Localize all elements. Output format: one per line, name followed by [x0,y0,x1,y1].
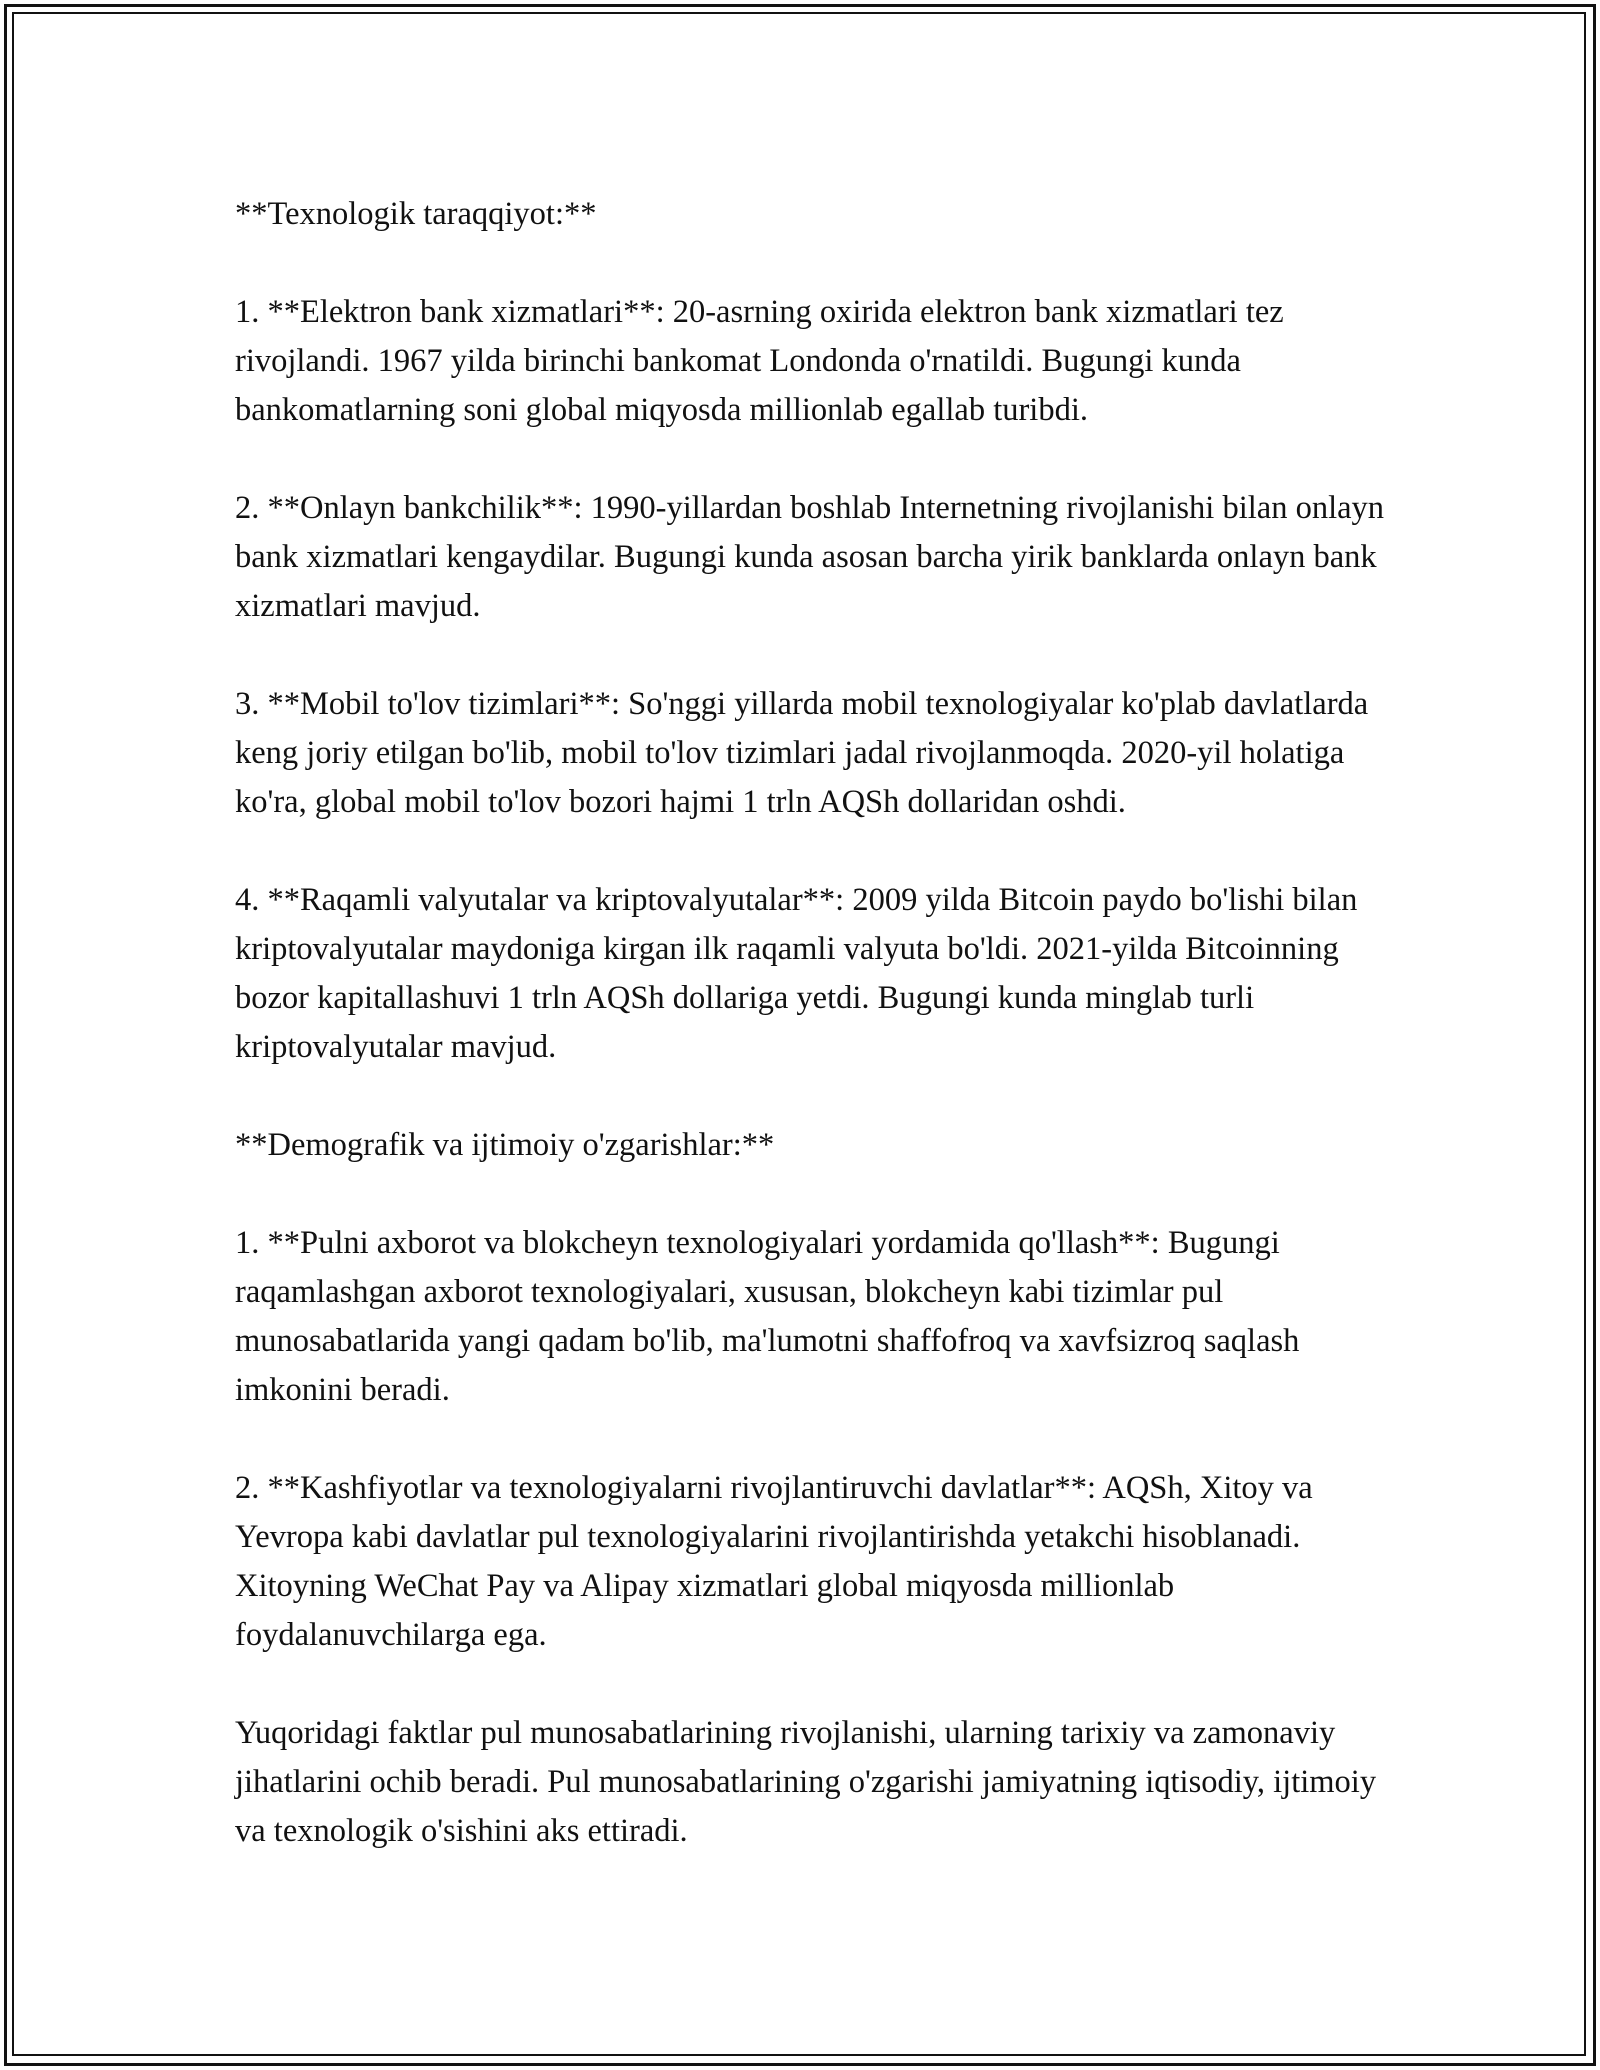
section-heading-demographic: **Demografik va ijtimoiy o'zgarishlar:** [235,1127,775,1163]
list-item-mobile-payments: 3. **Mobil to'lov tizimlari**: So'nggi yillarda mobil texnologiyalar ko'plab davlatlarda keng joriy etilgan bo'lib, mobil to'lov tizimlari jadal rivojlanmoqda. 2020-yil holatiga ko'ra, global mobil to'lov bozori hajmi 1 trln AQSh dollaridan oshdi. [235,686,1369,820]
list-item-blockchain: 1. **Pulni axborot va blokcheyn texnologiyalari yordamida qo'llash**: Bugungi raqamlashgan axborot texnologiyalari, xususan, blokcheyn kabi tizimlar pul munosabatlarida yangi qadam bo'lib, ma'lumotni shaffofroq va xavfsizroq saqlash imkonini beradi. [235,1225,1300,1408]
list-item-online-banking: 2. **Onlayn bankchilik**: 1990-yillardan boshlab Internetning rivojlanishi bilan onlayn bank xizmatlari kengaydilar. Bugungi kunda asosan barcha yirik banklarda onlayn bank xizmatlari mavjud. [235,490,1385,624]
list-item-digital-currencies: 4. **Raqamli valyutalar va kriptovalyutalar**: 2009 yilda Bitcoin paydo bo'lishi bilan kriptovalyutalar maydoniga kirgan ilk raqamli valyuta bo'ldi. 2021-yilda Bitcoinning bozor kapitallashuvi 1 trln AQSh dollariga yetdi. Bugungi kunda minglab turli kriptovalyutalar mavjud. [235,882,1358,1065]
list-item-electronic-banking: 1. **Elektron bank xizmatlari**: 20-asrning oxirida elektron bank xizmatlari tez rivojlandi. 1967 yilda birinchi bankomat Londonda o'rnatildi. Bugungi kunda bankomatlarning soni global miqyosda millionlab egallab turibdi. [235,294,1284,428]
conclusion-paragraph: Yuqoridagi faktlar pul munosabatlarining rivojlanishi, ularning tarixiy va zamonaviy jihatlarini ochib beradi. Pul munosabatlarining o'zgarishi jamiyatning iqtisodiy, ijtimoiy va texnologik o'sishini aks ettiradi. [235,1715,1377,1849]
section-heading-technology: **Texnologik taraqqiyot:** [235,196,597,232]
list-item-leading-countries: 2. **Kashfiyotlar va texnologiyalarni rivojlantiruvchi davlatlar**: AQSh, Xitoy va Yevropa kabi davlatlar pul texnologiyalarini rivojlantirishda yetakchi hisoblanadi. Xitoyning WeChat Pay va Alipay xizmatlari global miqyosda millionlab foydalanuvchilarga ega. [235,1470,1313,1653]
document-body [235,190,1395,1856]
